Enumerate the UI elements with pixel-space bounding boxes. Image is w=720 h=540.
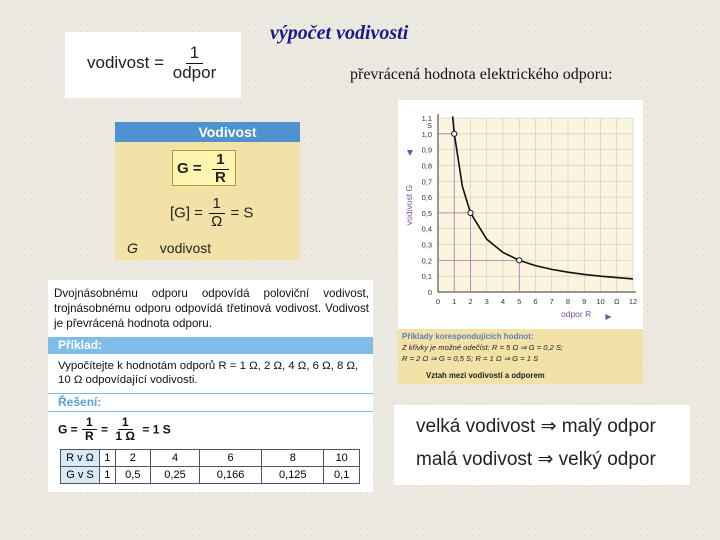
x-tick-label: 3: [484, 297, 489, 306]
table-cell: 0,5: [115, 467, 151, 484]
caption-line-1: Z křivky je možné odečíst: R = 5 Ω ⇒ G = 0,2 S;: [402, 343, 564, 352]
symbol-name: vodivost: [159, 240, 212, 256]
conductance-formula: [65, 32, 241, 98]
y-axis-arrow: [407, 150, 413, 156]
table-cell: 0,166: [199, 467, 261, 484]
g-lhs: G =: [177, 160, 202, 177]
unit-numerator: 1: [209, 196, 225, 214]
y-tick-label: 0,7: [421, 177, 432, 187]
g-numerator: 1: [212, 152, 228, 170]
g-fraction: [211, 152, 230, 186]
x-tick-label: 12: [628, 297, 638, 306]
x-tick-label: 5: [517, 297, 522, 306]
x-tick-label: 0: [435, 297, 441, 306]
data-point: [452, 131, 457, 136]
g-formula: [172, 150, 236, 186]
solution-fraction-2: [111, 416, 139, 443]
y-tick-label: 1,0: [421, 129, 432, 139]
row-label: R v Ω: [61, 450, 100, 467]
solution-rhs: = 1 S: [142, 422, 171, 437]
solution-eq: =: [101, 422, 109, 437]
solution-band: Řešení:: [48, 393, 373, 412]
x-tick-label: 8: [565, 297, 571, 306]
y-tick-label: 0,5: [421, 208, 432, 218]
y-tick-label: 0,1: [421, 272, 432, 282]
x-tick-label: 4: [500, 297, 506, 306]
symbol-row: [127, 240, 211, 256]
rule-line-2: malá vodivost ⇒ velký odpor: [416, 449, 656, 470]
solution-den-1: R: [85, 429, 94, 444]
y-tick-label: 0: [427, 288, 432, 297]
x-tick-label: 7: [549, 297, 554, 306]
x-axis-arrow: [605, 314, 611, 320]
card-header: Vodivost: [115, 122, 300, 142]
table-cell: 1: [100, 467, 116, 484]
solution-num-1: 1: [82, 416, 97, 430]
table-cell: 8: [262, 450, 324, 467]
task-text: Vypočítejte k hodnotám odporů R = 1 Ω, 2 Ω, 4 Ω, 6 Ω, 8 Ω, 10 Ω odpovídající vodivosti.: [58, 360, 359, 386]
caption-head: Příklady korespondujících hodnot:: [402, 332, 534, 341]
unit-fraction: [207, 196, 226, 230]
formula-fraction: [169, 44, 220, 82]
y-tick-label: 0,9: [421, 145, 432, 155]
y-tick-label: 0,3: [421, 240, 432, 250]
solution-fraction-1: [81, 416, 98, 443]
table-row: [61, 467, 360, 484]
data-point: [517, 258, 522, 263]
unit-denominator: Ω: [211, 212, 223, 230]
x-tick-label: 1: [452, 297, 457, 306]
table-cell: 4: [151, 450, 200, 467]
y-tick-label: 1,1: [421, 114, 432, 123]
solution-num-2: 1: [118, 416, 133, 430]
symbol: G: [127, 240, 138, 256]
x-tick-label: 9: [582, 297, 587, 306]
page-title: výpočet vodivosti: [270, 22, 409, 44]
table-cell: 10: [324, 450, 360, 467]
solution-lhs: G =: [58, 422, 78, 437]
table-cell: 1: [100, 450, 116, 467]
formula-denominator: odpor: [172, 62, 217, 82]
x-tick-label: 2: [468, 297, 473, 306]
table-cell: 0,25: [151, 467, 200, 484]
table-cell: 0,1: [324, 467, 360, 484]
conductance-graph-panel: [398, 100, 643, 384]
y-tick-label: 0,2: [421, 256, 432, 266]
page-subtitle: převrácená hodnota elektrického odporu:: [350, 66, 613, 83]
rule-line-1: velká vodivost ⇒ malý odpor: [416, 416, 656, 437]
unit-formula: [170, 196, 253, 230]
conductance-chart: [398, 100, 643, 384]
values-table: [60, 449, 360, 484]
y-tick-label: 0,4: [421, 224, 432, 234]
y-axis-label: vodivost G: [404, 184, 414, 226]
example-band: Příklad:: [48, 337, 373, 354]
solution-formula: [58, 416, 373, 443]
y-tick-label: 0,6: [421, 193, 432, 203]
x-tick-label: 6: [533, 297, 538, 306]
table-cell: 6: [199, 450, 261, 467]
row-label: G v S: [61, 467, 100, 484]
y-tick-label: 0,8: [421, 161, 432, 171]
example-panel: [48, 280, 373, 492]
table-cell: 2: [115, 450, 151, 467]
x-tick-label: 10: [596, 297, 605, 306]
x-axis-label: odpor R: [561, 309, 592, 319]
x-tick-label: Ω: [613, 297, 620, 306]
g-denominator: R: [215, 168, 226, 186]
table-cell: 0,125: [262, 467, 324, 484]
formula-numerator: 1: [186, 44, 203, 64]
rules-panel: [394, 405, 690, 485]
conductance-card: [115, 122, 300, 260]
table-row: [61, 450, 360, 467]
unit-lhs: [G] =: [170, 204, 203, 222]
data-point: [468, 210, 473, 215]
solution-den-2: 1 Ω: [115, 429, 136, 444]
caption-line-2: R = 2 Ω ⇒ G = 0,5 S; R = 1 Ω ⇒ G = 1 S: [402, 354, 539, 363]
example-text: Dvojnásobnému odporu odpovídá poloviční vodivost, trojnásobnému odporu odpovídá třetinová vodivost. Vodivost je převrácená hodnota odporu.: [54, 287, 369, 330]
formula-lhs: vodivost =: [87, 53, 165, 73]
caption-foot: Vztah mezi vodivostí a odporem: [426, 371, 545, 380]
unit-rhs: = S: [230, 204, 254, 222]
y-unit-label: S: [426, 121, 432, 130]
